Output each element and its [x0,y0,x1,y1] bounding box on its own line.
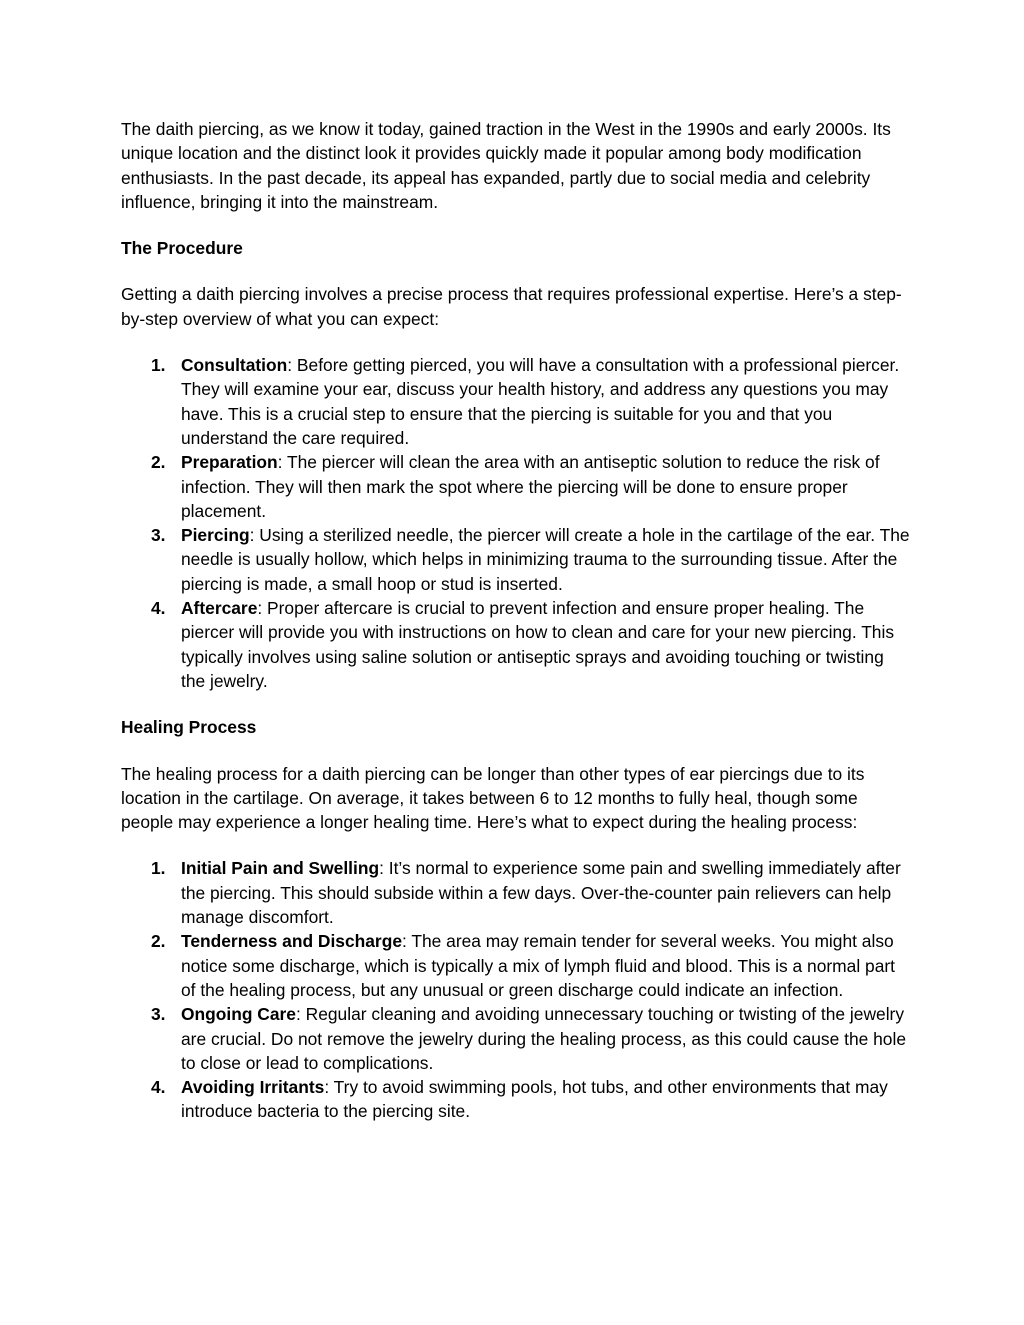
list-item [121,596,911,693]
step-term: Piercing [181,525,250,546]
step-text: : The piercer will clean the area with an antiseptic solution to reduce the risk of infection. They will then mark the spot where the piercing will be done to ensure proper placement. [181,452,880,521]
step-term: Initial Pain and Swelling [181,858,380,879]
healing-heading: Healing Process [121,717,257,738]
list-item [121,523,911,596]
step-text: : Using a sterilized needle, the piercer will create a hole in the cartilage of the ear. The needle is usually hollow, which helps in minimizing trauma to the surrounding tissue. After the piercing is made, a small hoop or stud is inserted. [181,525,910,594]
step-term: Preparation [181,452,278,473]
list-number: 1. [151,355,166,376]
list-number: 4. [151,598,166,619]
step-text: : The area may remain tender for several weeks. You might also notice some discharge, which is typically a mix of lymph fluid and blood. This is a normal part of the healing process, but any unusual or green discharge could indicate an infection. [181,931,895,1000]
step-term: Aftercare [181,598,258,619]
list-item [121,1075,911,1124]
list-number: 1. [151,858,166,879]
procedure-heading: The Procedure [121,238,243,259]
step-text: : Proper aftercare is crucial to prevent infection and ensure proper healing. The piercer will provide you with instructions on how to clean and care for your new piercing. This typically involves using saline solution or antiseptic sprays and avoiding touching or twisting the jewelry. [181,598,895,691]
list-number: 3. [151,525,166,546]
list-item [121,1002,911,1075]
list-number: 2. [151,931,166,952]
step-term: Consultation [181,355,288,376]
list-number: 3. [151,1004,166,1025]
step-text: : Regular cleaning and avoiding unnecessary touching or twisting of the jewelry are crucial. Do not remove the jewelry during the healing process, as this could cause the hole to close or lead to complications. [181,1004,907,1073]
list-number: 2. [151,452,166,473]
document-page [121,117,911,1124]
healing-intro-paragraph: The healing process for a daith piercing can be longer than other types of ear piercings due to its location in the cartilage. On average, it takes between 6 to 12 months to fully heal, though some people may experience a longer healing time. Here’s what to expect during the healing process: [121,763,865,833]
list-item [121,856,911,929]
step-text: : Try to avoid swimming pools, hot tubs, and other environments that may introduce bacteria to the piercing site. [181,1077,888,1122]
list-item [121,353,911,450]
step-term: Tenderness and Discharge [181,931,402,952]
intro-paragraph: The daith piercing, as we know it today, gained traction in the West in the 1990s and early 2000s. Its unique location and the distinct look it provides quickly made it popular among body modification enthusiasts. In the past decade, its appeal has expanded, partly due to social media and celebrity influence, bringing it into the mainstream. [121,119,891,212]
step-term: Ongoing Care [181,1004,296,1025]
healing-steps-list [121,856,911,1123]
step-text: : It’s normal to experience some pain and swelling immediately after the piercing. This should subside within a few days. Over-the-counter pain relievers can help manage discomfort. [181,858,901,928]
list-item [121,929,911,1002]
procedure-intro-paragraph: Getting a daith piercing involves a precise process that requires professional expertise. Here’s a step-by-step overview of what you can expect: [121,284,902,329]
step-term: Avoiding Irritants [181,1077,325,1098]
procedure-steps-list [121,353,911,693]
step-text: : Before getting pierced, you will have a consultation with a professional piercer. They will examine your ear, discuss your health history, and address any questions you may have. This is a crucial step to ensure that the piercing is suitable for you and that you understand the care required. [181,355,900,448]
list-item [121,450,911,523]
list-number: 4. [151,1077,166,1098]
